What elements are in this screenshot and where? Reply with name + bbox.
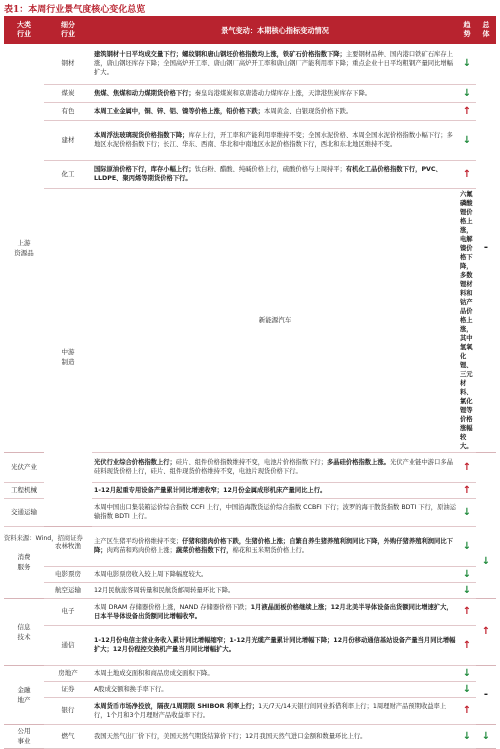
description-text: A股成交额和换手率下行。 — [94, 685, 168, 693]
description-highlight: 本周工业金属中，铜、锌、铝、镍等价格上涨，铅价格下跌； — [94, 107, 265, 115]
table-title: 表1：本周行业景气度核心变化总览 — [4, 5, 146, 15]
description-cell — [92, 102, 458, 120]
description-text: 我国天然气出厂价下行，美国天然气期货结算价下行；12月我国天然气进口金额和数量环比上行。 — [94, 732, 367, 740]
description-text: 1天/7天/14天银行间同业拆借利率上行；1周理财产品预期收益率上行，1个月和3个月理财产品收益率下行。 — [94, 702, 447, 719]
sub-industry-cell: 房地产 — [44, 665, 92, 681]
sub-industry-cell: 电子 — [44, 598, 92, 625]
description-highlight: 本周浮法玻璃现货价格指数下降； — [94, 132, 189, 139]
description-text: 硅片、组件价格指数维持不变，电池片价格指数下行； — [175, 459, 327, 466]
description-cell — [92, 44, 458, 84]
header-desc: 景气变动：本期核心指标变动情况 — [92, 16, 458, 44]
trend-down-arrow-icon: ↓ — [458, 566, 476, 582]
sub-industry-cell: 证券 — [44, 681, 92, 697]
description-cell — [92, 160, 458, 188]
description-text: 本周中国出口集装箱运价综合指数 CCFI 上行，中国沿海散货运价综合指数 CCBFI 下行；波罗的海干散货指数 BDTI 下行，原油运输指数 BDTI 上行。 — [94, 504, 456, 520]
table-row — [4, 188, 496, 452]
sub-industry-cell: 钢材 — [44, 44, 92, 84]
major-industry-cell: 信息 技术 — [4, 598, 44, 665]
sub-industry-cell: 煤炭 — [44, 84, 92, 102]
table-row — [4, 526, 496, 566]
table-row — [4, 44, 496, 84]
sub-industry-cell: 银行 — [44, 697, 92, 724]
source-note: 资料来源：Wind，招商证券 — [4, 535, 83, 542]
table-row — [4, 84, 496, 102]
description-highlight: 蔬菜价格指数下行， — [175, 547, 233, 554]
description-highlight: 光伏行业综合价格指数上行； — [94, 459, 176, 466]
description-text: 钛白粉、醋酸、纯碱价格上行，硫酸价格与上周持平； — [194, 166, 346, 173]
table-row — [4, 160, 496, 188]
overall-trend-cell: ↓ — [476, 724, 496, 748]
major-industry-cell: 公用 事业 — [4, 724, 44, 748]
description-text: 主产区生猪平均价格维持不变； — [94, 538, 183, 545]
description-highlight: 六氟磷酸锂价格上涨，电解镍价格下降，多数锂材料和钴产品价格上涨，其中氢氧化锂、三元材料、氯化锂等价格涨幅较大。 — [460, 190, 473, 450]
description-cell — [92, 582, 458, 598]
description-highlight: 仔猪和猪肉价格下跌，生猪价格上涨；自繁自养生猪养殖利润同比下降，外购仔猪养殖利润同比下降； — [94, 538, 453, 554]
description-cell — [92, 697, 458, 724]
description-text: 12月民航旅客周转量和民航货邮周转量环比下降。 — [94, 586, 235, 594]
description-highlight: 1-12月起重专用设备产量累计同比增速收窄；12月份金属成形机床产量同比上行。 — [94, 486, 327, 494]
description-text: 棉花和玉米期货价格上行。 — [232, 547, 309, 554]
description-highlight: 本周货币市场净投放，隔夜/1周期限 SHIBOR 利率上行； — [94, 702, 259, 710]
description-cell — [458, 188, 476, 452]
overall-trend-cell: ↑ — [476, 598, 496, 665]
sub-industry-cell: 新能源汽车 — [92, 188, 458, 452]
description-text: 肉鸡苗和鸡肉价格上涨； — [106, 547, 176, 554]
description-text: 本周电影票房收入较上周下降幅度较大。 — [94, 570, 208, 578]
sub-industry-cell: 有色 — [44, 102, 92, 120]
sub-industry-cell: 工程机械 — [4, 482, 44, 498]
description-text: 主要钢材品种、国内港口铁矿石库存上涨，唐山钢坯库存下降；全国高炉开工率、唐山钢厂高炉开工率和唐山钢厂产能利用率下降；重点企业十日平均粗钢产量同比增幅扩大。 — [94, 51, 453, 77]
table-row — [4, 697, 496, 724]
overall-trend-cell: - — [476, 44, 496, 452]
description-highlight: 1-12月份电信主营业务收入累计同比增幅缩窄；1-12月光缆产量累计同比增幅下降；12月份移动通信基站设备产量当月同比增幅扩大；12月份程控交换机产量当月同比增幅扩大。 — [94, 637, 456, 653]
major-industry-cell: 中游 制造 — [44, 188, 92, 526]
trend-up-arrow-icon: ↑ — [458, 697, 476, 724]
description-text: 本周黄金、白银现货价格下跌。 — [264, 107, 353, 115]
description-cell — [92, 598, 458, 625]
table-row — [4, 625, 496, 665]
description-text: 光伏产业链中游口多晶硅料现货价格上行，硅片、组件现货价格维持不变，电池片现货价格下行。 — [94, 459, 453, 475]
table-row — [4, 598, 496, 625]
sub-industry-cell: 农林牧渔 — [44, 526, 92, 566]
trend-up-arrow-icon: ↑ — [458, 625, 476, 665]
sub-industry-cell: 交通运输 — [4, 498, 44, 526]
description-cell — [92, 482, 458, 498]
sub-industry-cell: 航空运输 — [44, 582, 92, 598]
description-cell — [92, 724, 458, 748]
description-cell — [92, 566, 458, 582]
description-cell — [92, 625, 458, 665]
trend-down-arrow-icon: ↓ — [458, 44, 476, 84]
trend-up-arrow-icon: ↑ — [458, 482, 476, 498]
description-highlight: 有机化工品价格指数下行，PVC、LLDPE、聚丙烯等期货价格下行。 — [94, 166, 442, 182]
trend-down-arrow-icon: ↓ — [458, 681, 476, 697]
table-row — [4, 665, 496, 681]
table-body — [4, 44, 496, 748]
description-cell — [92, 120, 458, 160]
sub-industry-cell: 光伏产业 — [4, 452, 44, 482]
header-sub: 细分 行业 — [44, 16, 92, 44]
header-trend: 趋 势 — [458, 16, 476, 44]
major-industry-cell: 消费 服务 — [4, 526, 44, 598]
overall-trend-cell: ↓ — [476, 526, 496, 598]
description-highlight: 多晶硅价格指数上涨。 — [326, 459, 390, 466]
description-highlight: 建筑钢材十日平均成交量下行；螺纹钢和唐山钢坯价格指数均上涨，铁矿石价格指数下降； — [94, 51, 346, 59]
table-row — [4, 582, 496, 598]
industry-table — [4, 16, 496, 749]
table-row — [4, 681, 496, 697]
description-highlight: 国际原油价格下行，库存小幅上行； — [94, 166, 195, 173]
table-row — [4, 724, 496, 748]
trend-down-arrow-icon: ↓ — [458, 84, 476, 102]
sub-industry-cell: 通信 — [44, 625, 92, 665]
sub-industry-cell: 燃气 — [44, 724, 92, 748]
description-text: 秦皇岛港煤炭和京唐港动力煤库存上涨，天津港焦炭库存下降。 — [194, 89, 372, 97]
trend-up-arrow-icon: ↑ — [458, 598, 476, 625]
major-industry-cell: 金融 地产 — [4, 665, 44, 724]
trend-down-arrow-icon: ↓ — [458, 665, 476, 681]
description-text: 长江、华东、西南、华北和中南地区水泥价格指数下行，西北和东北地区维持不变。 — [163, 141, 397, 148]
table-row — [4, 120, 496, 160]
trend-up-arrow-icon: ↑ — [458, 102, 476, 120]
overall-trend-cell: - — [476, 665, 496, 724]
trend-down-arrow-icon: ↓ — [458, 526, 476, 566]
major-industry-cell: 上游 资源品 — [4, 44, 44, 452]
table-row — [4, 566, 496, 582]
sub-industry-cell: 建材 — [44, 120, 92, 160]
sub-industry-cell: 电影票房 — [44, 566, 92, 582]
header-total: 总 体 — [476, 16, 496, 44]
trend-down-arrow-icon: ↓ — [458, 120, 476, 160]
table-header-row — [4, 16, 496, 44]
description-text: 库存上行，开工率和产能利用率维持不变；全国水泥价格、本周全国水泥价格指数小幅下行；多地区水泥价格指数下行； — [94, 132, 453, 148]
description-cell — [92, 526, 458, 566]
description-cell — [92, 665, 458, 681]
description-cell — [92, 452, 458, 482]
trend-up-arrow-icon: ↑ — [458, 452, 476, 482]
description-cell — [92, 84, 458, 102]
trend-down-arrow-icon: ↓ — [458, 582, 476, 598]
table-row — [4, 102, 496, 120]
description-text: 本周土地成交面积和商品房成交面积下降。 — [94, 669, 214, 677]
trend-up-arrow-icon: ↑ — [458, 160, 476, 188]
header-major: 大类 行业 — [4, 16, 44, 44]
description-cell — [92, 681, 458, 697]
trend-down-arrow-icon: ↓ — [458, 724, 476, 748]
trend-down-arrow-icon: ↓ — [458, 498, 476, 526]
description-highlight: 焦煤、焦煤和动力煤期货价格下行； — [94, 89, 195, 97]
description-highlight: 1月液晶面板价格继续上涨；12月北美半导体设备出货额同比增速扩大，日本半导体设备出货额同比增幅收窄。 — [94, 603, 453, 620]
description-cell — [92, 498, 458, 526]
description-text: 本周 DRAM 存储器价格上涨，NAND 存储器价格下跌； — [94, 603, 251, 611]
sub-industry-cell: 化工 — [44, 160, 92, 188]
